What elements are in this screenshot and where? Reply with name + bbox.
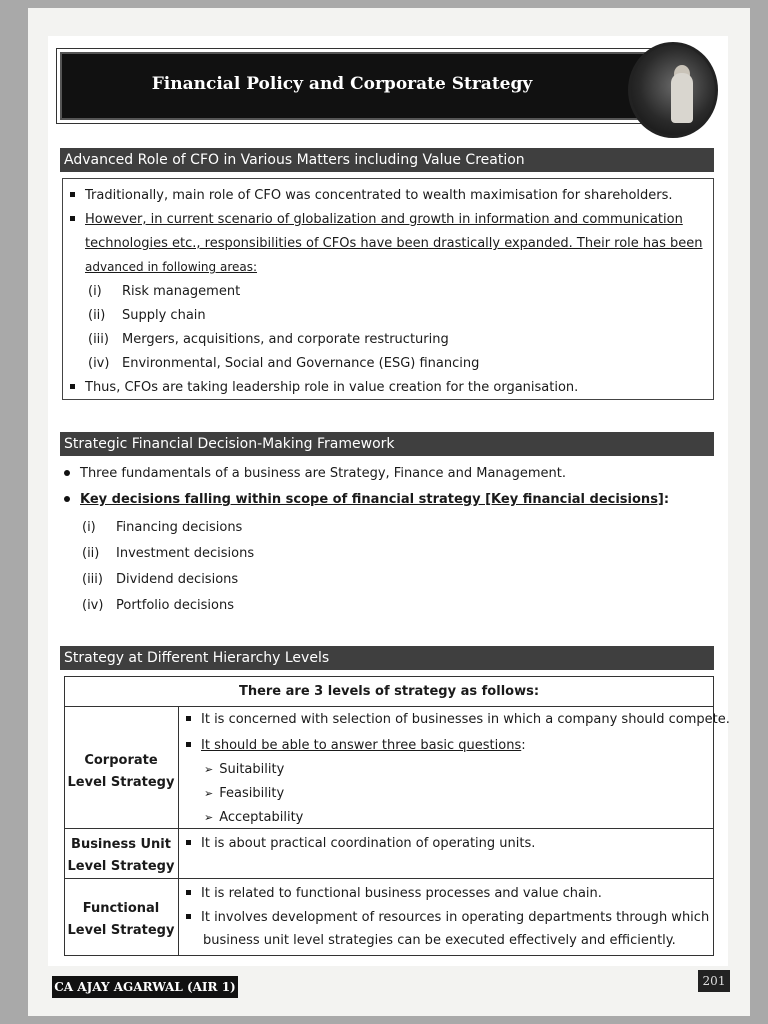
chapter-banner bbox=[60, 52, 664, 120]
cfo-bullet-2-line2: technologies etc., responsibilities of CFOs have been drastically expanded. Their role has been bbox=[85, 236, 703, 251]
cfo-bullet-3: Thus, CFOs are taking leadership role in value creation for the organisation. bbox=[70, 380, 578, 395]
cfo-area-item: (iii) Mergers, acquisitions, and corporate restructuring bbox=[88, 332, 449, 347]
cfo-area-item: (ii) Supply chain bbox=[88, 308, 206, 323]
cfo-bullet-1: Traditionally, main role of CFO was concentrated to wealth maximisation for shareholders. bbox=[70, 188, 673, 203]
business-unit-point-1: It is about practical coordination of operating units. bbox=[186, 836, 535, 851]
corporate-level-label: Corporate Level Strategy bbox=[67, 753, 175, 790]
cfo-area-item: (iv) Environmental, Social and Governance (ESG) financing bbox=[88, 356, 480, 371]
section-heading-decision-framework: Strategic Financial Decision-Making Framework bbox=[60, 432, 714, 456]
corporate-question: ➢ Suitability bbox=[204, 762, 284, 777]
author-footer: CA AJAY AGARWAL (AIR 1) bbox=[52, 976, 238, 998]
author-portrait-image bbox=[628, 42, 718, 138]
functional-point-2-line2: business unit level strategies can be executed effectively and efficiently. bbox=[203, 933, 676, 948]
cfo-bullet-2: However, in current scenario of globalization and growth in information and communication bbox=[70, 212, 683, 227]
corporate-question: ➢ Acceptability bbox=[204, 810, 303, 825]
section-heading-cfo-role: Advanced Role of CFO in Various Matters including Value Creation bbox=[60, 148, 714, 172]
corporate-point-2: It should be able to answer three basic questions: bbox=[186, 738, 526, 753]
functional-level-label: Functional Level Strategy bbox=[67, 901, 175, 938]
decision-item: (ii) Investment decisions bbox=[82, 546, 255, 561]
page-number: 201 bbox=[698, 970, 730, 992]
decision-item: (iii) Dividend decisions bbox=[82, 572, 239, 587]
portrait-figure bbox=[671, 73, 693, 123]
functional-point-1: It is related to functional business processes and value chain. bbox=[186, 886, 602, 901]
cfo-bullet-2-line3: advanced in following areas: bbox=[85, 260, 258, 274]
decision-item: (iv) Portfolio decisions bbox=[82, 598, 234, 613]
business-unit-level-label: Business Unit Level Strategy bbox=[67, 837, 175, 874]
decision-item: (i) Financing decisions bbox=[82, 520, 243, 535]
table-column-divider bbox=[178, 706, 179, 956]
corporate-point-1: It is concerned with selection of businesses in which a company should compete. bbox=[186, 712, 730, 727]
table-divider bbox=[64, 706, 714, 707]
table-title: There are 3 levels of strategy as follows: bbox=[238, 684, 540, 699]
cfo-area-item: (i) Risk management bbox=[88, 284, 241, 299]
functional-point-2: It involves development of resources in operating departments through which bbox=[186, 910, 709, 925]
table-divider bbox=[64, 828, 714, 829]
corporate-question: ➢ Feasibility bbox=[204, 786, 284, 801]
framework-bullet-2: Key decisions falling within scope of financial strategy [Key financial decisions]: bbox=[64, 492, 669, 507]
table-divider bbox=[64, 878, 714, 879]
framework-bullet-1: Three fundamentals of a business are Strategy, Finance and Management. bbox=[64, 466, 566, 481]
section-heading-hierarchy-levels: Strategy at Different Hierarchy Levels bbox=[60, 646, 714, 670]
chapter-title: Financial Policy and Corporate Strategy bbox=[151, 74, 533, 94]
